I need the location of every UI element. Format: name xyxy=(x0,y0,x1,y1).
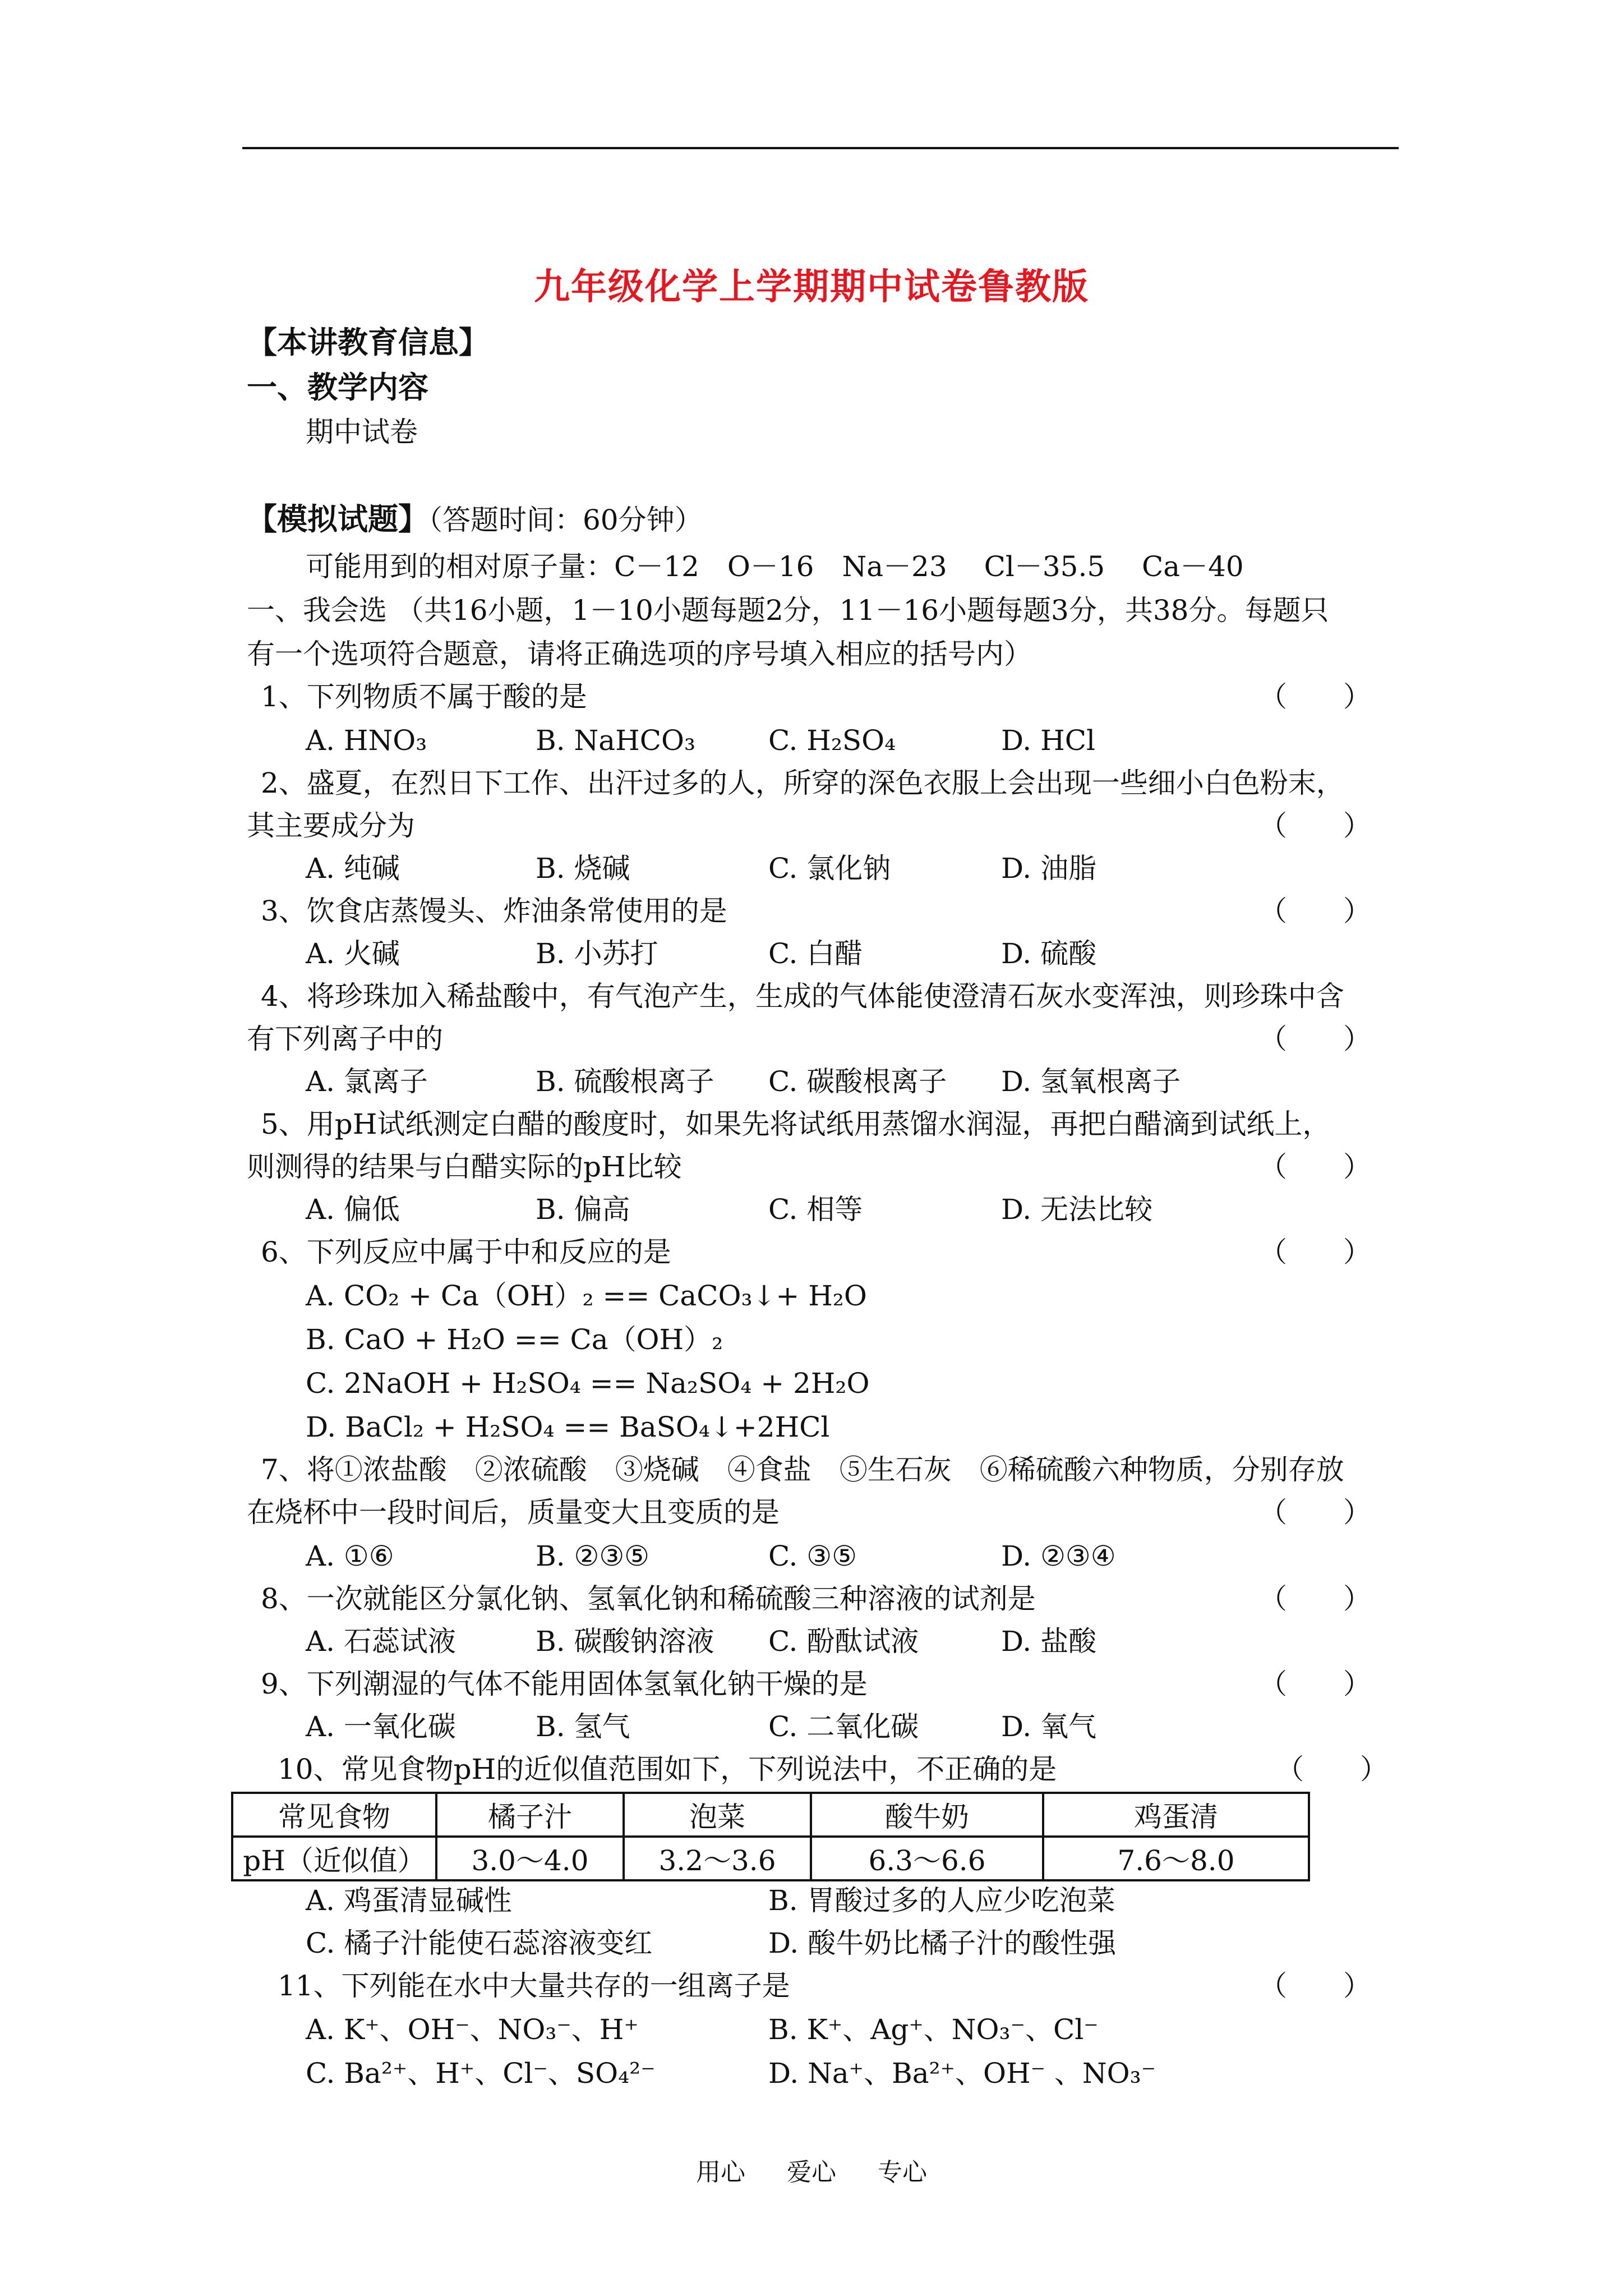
question-7-line-1: 7、将①浓盐酸 ②浓硫酸 ③烧碱 ④食盐 ⑤生石灰 ⑥稀硫酸六种物质，分别存放 xyxy=(261,1453,1344,1486)
answer-blank: （ ） xyxy=(1259,1668,1371,1700)
option: C. 氯化钠 xyxy=(768,852,891,885)
table-cell: 鸡蛋清 xyxy=(1043,1793,1309,1837)
option: C. 2NaOH + H₂SO₄ == Na₂SO₄ + 2H₂O xyxy=(306,1367,870,1400)
option: A. 纯碱 xyxy=(306,852,400,885)
option: B. 氢气 xyxy=(536,1710,630,1743)
option: A. HNO₃ xyxy=(306,724,427,757)
question-7-line-2: 在烧杯中一段时间后，质量变大且变质的是 xyxy=(247,1496,780,1529)
exam-time: （答题时间：60分钟） xyxy=(428,504,703,536)
answer-blank: （ ） xyxy=(1259,1970,1371,2002)
question-6: 6、下列反应中属于中和反应的是 xyxy=(261,1236,671,1268)
option: D. 硫酸 xyxy=(1001,937,1097,970)
option: D. 氧气 xyxy=(1001,1710,1097,1743)
option: A. K⁺、OH⁻、NO₃⁻、H⁺ xyxy=(306,2013,639,2046)
info-heading: 【本讲教育信息】 xyxy=(247,324,489,360)
question-3: 3、饮食店蒸馒头、炸油条常使用的是 xyxy=(261,895,727,927)
table-cell: 3.0～4.0 xyxy=(436,1837,624,1880)
table-cell: 橘子汁 xyxy=(436,1793,624,1837)
option: C. 白醋 xyxy=(768,937,863,970)
exam-heading-bold: 【模拟试题】 xyxy=(247,501,428,537)
option: A. 鸡蛋清显碱性 xyxy=(306,1884,512,1917)
table-cell: 6.3～6.6 xyxy=(811,1837,1043,1880)
ph-table xyxy=(231,1792,1310,1881)
option: C. Ba²⁺、H⁺、Cl⁻、SO₄²⁻ xyxy=(306,2057,656,2090)
option: D. HCl xyxy=(1001,724,1095,757)
option: D. ②③④ xyxy=(1001,1540,1116,1572)
question-5-line-2: 则测得的结果与白醋实际的pH比较 xyxy=(247,1151,682,1183)
option: A. 偏低 xyxy=(306,1193,400,1226)
option: A. 火碱 xyxy=(306,937,400,970)
instructions-line-2: 有一个选项符合题意，请将正确选项的序号填入相应的括号内） xyxy=(247,638,1032,670)
table-cell: 泡菜 xyxy=(624,1793,811,1837)
section-content: 期中试卷 xyxy=(306,416,418,448)
answer-blank: （ ） xyxy=(1259,1236,1371,1268)
option: C. 酚酞试液 xyxy=(768,1625,919,1658)
table-cell: 7.6～8.0 xyxy=(1043,1837,1309,1880)
option: C. 相等 xyxy=(768,1193,863,1226)
answer-blank: （ ） xyxy=(1259,809,1371,842)
option: B. K⁺、Ag⁺、NO₃⁻、Cl⁻ xyxy=(768,2013,1099,2046)
option: C. 二氧化碳 xyxy=(768,1710,919,1743)
question-8: 8、一次就能区分氯化钠、氢氧化钠和稀硫酸三种溶液的试剂是 xyxy=(261,1582,1036,1615)
table-cell: 常见食物 xyxy=(232,1793,436,1837)
option: B. 烧碱 xyxy=(536,852,630,885)
option: D. BaCl₂ + H₂SO₄ == BaSO₄↓+2HCl xyxy=(306,1411,830,1443)
option: B. CaO + H₂O == Ca（OH）₂ xyxy=(306,1323,723,1356)
question-2-line-2: 其主要成分为 xyxy=(247,809,415,842)
table-header-row xyxy=(232,1793,1309,1837)
option: D. 无法比较 xyxy=(1001,1193,1153,1226)
option: A. CO₂ + Ca（OH）₂ == CaCO₃↓+ H₂O xyxy=(306,1280,867,1312)
option: B. NaHCO₃ xyxy=(536,724,695,757)
option: A. 氯离子 xyxy=(306,1065,428,1098)
answer-blank: （ ） xyxy=(1259,680,1371,713)
option: B. ②③⑤ xyxy=(536,1540,650,1572)
answer-blank: （ ） xyxy=(1259,895,1371,927)
option: B. 碳酸钠溶液 xyxy=(536,1625,714,1658)
answer-blank: （ ） xyxy=(1259,1023,1371,1055)
option: D. 油脂 xyxy=(1001,852,1097,885)
option: D. 酸牛奶比橘子汁的酸性强 xyxy=(768,1927,1117,1959)
question-4-line-2: 有下列离子中的 xyxy=(247,1023,443,1055)
option: B. 胃酸过多的人应少吃泡菜 xyxy=(768,1884,1115,1917)
option: A. ①⑥ xyxy=(306,1540,394,1572)
page-title: 九年级化学上学期期中试卷鲁教版 xyxy=(534,266,1089,308)
option: B. 硫酸根离子 xyxy=(536,1065,714,1098)
table-row xyxy=(232,1837,1309,1880)
answer-blank: （ ） xyxy=(1259,1582,1371,1615)
table-cell: 酸牛奶 xyxy=(811,1793,1043,1837)
table-cell: 3.2～3.6 xyxy=(624,1837,811,1880)
option: C. 碳酸根离子 xyxy=(768,1065,947,1098)
option: D. 氢氧根离子 xyxy=(1001,1065,1181,1098)
option: B. 偏高 xyxy=(536,1193,630,1226)
option: C. 橘子汁能使石蕊溶液变红 xyxy=(306,1927,653,1959)
header-rule xyxy=(242,147,1399,149)
atomic-masses: 可能用到的相对原子量：C－12 O－16 Na－23 Cl－35.5 Ca－40 xyxy=(306,550,1244,583)
question-11: 11、下列能在水中大量共存的一组离子是 xyxy=(278,1970,790,2002)
question-1: 1、下列物质不属于酸的是 xyxy=(261,680,587,713)
option: C. ③⑤ xyxy=(768,1540,857,1572)
page-footer: 用心 爱心 专心 xyxy=(696,2158,927,2187)
option: D. 盐酸 xyxy=(1001,1625,1097,1658)
instructions-line-1: 一、我会选 （共16小题，1－10小题每题2分，11－16小题每题3分，共38分。每题只 xyxy=(247,594,1329,627)
section-heading: 一、教学内容 xyxy=(247,369,428,405)
question-2-line-1: 2、盛夏，在烈日下工作、出汗过多的人，所穿的深色衣服上会出现一些细小白色粉末， xyxy=(261,767,1344,799)
question-9: 9、下列潮湿的气体不能用固体氢氧化钠干燥的是 xyxy=(261,1668,868,1700)
option: C. H₂SO₄ xyxy=(768,724,896,757)
question-5-line-1: 5、用pH试纸测定白醋的酸度时，如果先将试纸用蒸馏水润湿，再把白醋滴到试纸上， xyxy=(261,1108,1331,1140)
answer-blank: （ ） xyxy=(1259,1496,1371,1529)
exam-heading xyxy=(247,502,703,537)
option: A. 一氧化碳 xyxy=(306,1710,456,1743)
answer-blank: （ ） xyxy=(1276,1753,1388,1786)
table-cell: pH（近似值） xyxy=(232,1837,436,1880)
answer-blank: （ ） xyxy=(1259,1151,1371,1183)
option: B. 小苏打 xyxy=(536,937,658,970)
question-4-line-1: 4、将珍珠加入稀盐酸中，有气泡产生，生成的气体能使澄清石灰水变浑浊，则珍珠中含 xyxy=(261,980,1344,1013)
option: A. 石蕊试液 xyxy=(306,1625,456,1658)
option: D. Na⁺、Ba²⁺、OH⁻ 、NO₃⁻ xyxy=(768,2057,1156,2090)
question-10: 10、常见食物pH的近似值范围如下，下列说法中，不正确的是 xyxy=(278,1753,1057,1786)
